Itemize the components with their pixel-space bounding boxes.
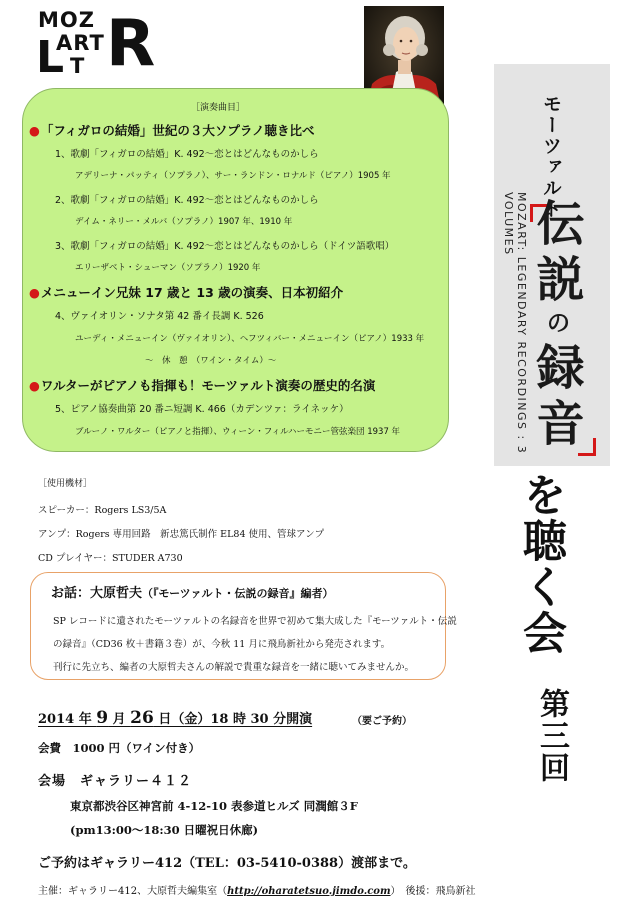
program-item-title: 5、ピアノ協奏曲第 20 番ニ短調 K. 466（カデンツァ：ライネッケ） [55, 404, 349, 415]
logo-line-3: T [70, 54, 86, 78]
venue-hours: (pm13:00〜18:30 日曜祝日休廊) [70, 823, 259, 837]
venue-address: 東京都渋谷区神宮前 4-12-10 表参道ヒルズ 同潤館３F [70, 799, 358, 813]
logo-big-r: R [106, 7, 156, 81]
talk-body-line: SP レコードに遺されたモーツァルトの名録音を世界で初めて集大成した『モーツァルト・伝説 [53, 616, 457, 627]
intermission-note: 〜 休 憩 （ワイン・タイム）〜 [145, 356, 277, 366]
talk-title: お話：大原哲夫（『モーツァルト・伝説の録音』編者） [51, 586, 334, 601]
program-item-performer: アデリーナ・パッティ（ソプラノ）、サー・ランドン・ロナルド（ピアノ）1905 年 [75, 171, 391, 181]
equipment-line: CD プレイヤー：STUDER A730 [38, 553, 183, 564]
reservation-required-note: （要ご予約） [352, 716, 412, 727]
program-item-title: 1、歌劇「フィガロの結婚」K. 492〜恋とはどんなものかしら [55, 149, 319, 160]
program-section-title: ●メニューイン兄妹 17 歳と 13 歳の演奏、日本初紹介 [29, 285, 344, 300]
mozart-logo [36, 6, 156, 83]
program-item-performer: ブルーノ・ワルター（ピアノと指揮）、ウィーン・フィルハーモニー管弦楽団 1937 年 [75, 427, 401, 437]
program-item-title: 2、歌劇「フィガロの結婚」K. 492〜恋とはどんなものかしら [55, 195, 319, 206]
organizer-link[interactable]: http://oharatetsuo.jimdo.com [227, 886, 391, 897]
logo-big-l: L [36, 32, 65, 83]
logo-line-2: ART [56, 31, 105, 55]
bullet-icon: ● [29, 123, 40, 138]
equipment-heading: ［使用機材］ [38, 479, 93, 489]
program-item-title: 3、歌劇「フィガロの結婚」K. 492〜恋とはどんなものかしら（ドイツ語歌唱） [55, 241, 395, 252]
talk-box [30, 572, 457, 680]
logo-line-1: MOZ [38, 8, 95, 32]
reservation-contact: ご予約はギャラリー412（TEL：03-5410-0388）渡部まで。 [38, 856, 416, 871]
equipment-line: アンプ：Rogers 専用回路 新忠篤氏制作 EL84 使用、管球アンプ [38, 529, 325, 540]
event-fee: 会費 1000 円（ワイン付き） [38, 741, 201, 755]
bullet-icon: ● [29, 285, 40, 300]
program-item-title: 4、ヴァイオリン・ソナタ第 42 番イ長調 K. 526 [55, 311, 264, 322]
talk-body-line: 刊行に先立ち、編者の大原哲夫さんの解説で貴重な録音を一緒に聴いてみませんか。 [53, 662, 415, 673]
event-headline: を聴く会 [515, 472, 566, 656]
program-item-performer: エリーザベト・シューマン（ソプラノ）1920 年 [75, 263, 261, 273]
equipment-line: スピーカー：Rogers LS3/5A [38, 505, 167, 516]
album-cover [494, 64, 610, 466]
program-heading: ［演奏曲目］ [191, 103, 246, 113]
talk-body-line: の録音』（CD36 枚＋書籍３巻）が、今秋 11 月に飛鳥新社から発売されます。 [53, 639, 391, 650]
program-item-performer: デイム・ネリー・メルバ（ソプラノ）1907 年、1910 年 [75, 217, 293, 227]
event-number: 第三回 [534, 688, 569, 784]
event-venue: 会場 ギャラリー４１２ [38, 774, 193, 789]
organizer-footer: 主催：ギャラリー412、大原哲夫編集室（http://oharatetsuo.jimdo.com） 後援：飛鳥新社 [38, 886, 476, 897]
program-section-title: ●「フィガロの結婚」世紀の３大ソプラノ聴き比べ [29, 123, 315, 138]
program-section-title: ●ワルターがピアノも指揮も！モーツァルト演奏の歴史的名演 [29, 378, 376, 393]
event-datetime: 2014 年 9 月 26 日（金）18 時 30 分開演 [38, 708, 313, 728]
album-title: 伝説の録音 [528, 198, 584, 454]
bullet-icon: ● [29, 378, 40, 393]
program-box [22, 88, 449, 452]
program-item-performer: ユーディ・メニューイン（ヴァイオリン）、ヘフツィバー・メニューイン（ピアノ）1933 年 [75, 334, 425, 344]
album-main-title: モーツァルト [540, 94, 562, 220]
album-subtitle: MOZART: LEGENDARY RECORDINGS : 3 VOLUMES [502, 192, 528, 455]
album-bracket-bottom-icon [578, 438, 596, 456]
